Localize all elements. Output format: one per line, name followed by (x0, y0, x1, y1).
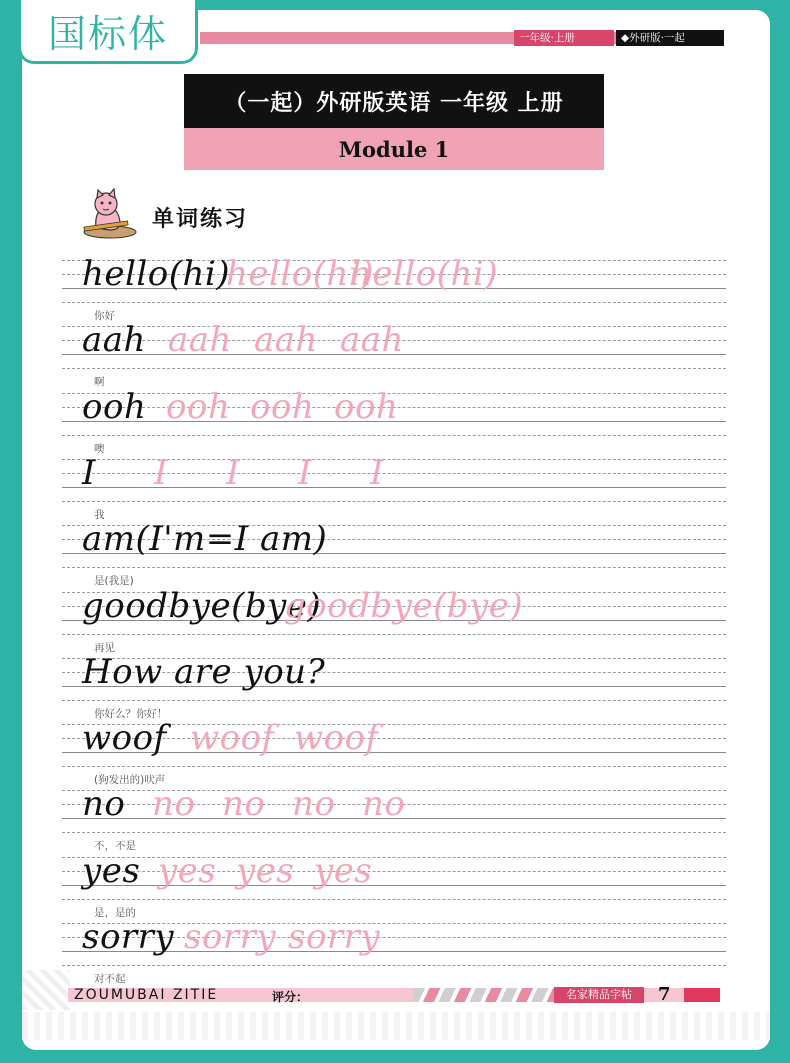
font-style-badge (18, 0, 198, 64)
practice-row (62, 651, 726, 722)
word-meaning: 噢 (94, 442, 105, 455)
trace-word[interactable]: yes (236, 850, 295, 891)
model-word: hello(hi) (82, 254, 231, 294)
trace-word[interactable]: aah (254, 320, 318, 361)
trace-word[interactable]: ooh (334, 386, 399, 427)
word-meaning: 不，不是 (94, 840, 136, 853)
practice-row (62, 585, 726, 656)
practice-row (62, 784, 726, 854)
guide-line (62, 368, 726, 369)
trace-word[interactable]: woof (190, 718, 275, 759)
trace-word[interactable]: I (226, 452, 240, 493)
model-word: aah (82, 320, 146, 361)
trace-word[interactable]: I (298, 452, 312, 493)
guide-line (62, 965, 726, 966)
guide-line (62, 899, 726, 900)
practice-row (62, 452, 726, 523)
practice-row (62, 254, 726, 324)
guide-line (62, 832, 726, 833)
word-meaning: 你好 (94, 310, 115, 322)
trace-word[interactable]: sorry (288, 917, 381, 957)
trace-word[interactable]: hello(hi) (226, 254, 375, 294)
word-meaning: 我 (94, 508, 105, 521)
footer-stripes (414, 988, 564, 1002)
practice-row (62, 718, 726, 788)
trace-word[interactable]: sorry (184, 917, 277, 957)
practice-row (62, 386, 726, 457)
grade-tag: 一年级·上册 (514, 30, 614, 46)
practice-row (62, 320, 726, 390)
book-title: （一起）外研版英语 一年级 上册 (184, 74, 604, 128)
trace-word[interactable]: yes (158, 850, 217, 891)
model-word: How are you? (82, 651, 326, 692)
trace-word[interactable]: no (362, 784, 406, 825)
word-meaning: 对不起 (94, 973, 126, 985)
trace-word[interactable]: aah (168, 320, 232, 361)
trace-word[interactable]: no (152, 784, 196, 825)
word-meaning: 是，是的 (94, 906, 136, 919)
word-meaning: 啊 (94, 376, 105, 389)
page-footer (22, 984, 770, 1010)
word-meaning: (狗发出的)吠声 (94, 774, 166, 787)
trace-word[interactable]: goodbye(bye) (284, 585, 524, 626)
trace-word[interactable]: I (154, 452, 168, 493)
trace-word[interactable]: no (292, 784, 336, 825)
guide-line (62, 501, 726, 502)
model-word: sorry (82, 917, 175, 957)
model-word: ooh (82, 386, 147, 427)
model-word: no (82, 784, 126, 825)
practice-row (62, 519, 726, 589)
module-title: Module 1 (184, 128, 604, 170)
score-label: 评分： (272, 990, 309, 1004)
model-word: yes (82, 850, 141, 891)
trace-word[interactable]: hello(hi) (350, 254, 499, 294)
practice-row (62, 850, 726, 921)
footer-red-block (684, 988, 720, 1002)
word-meaning: 你好么？你好！ (94, 707, 168, 720)
badge-label: 国标体 (47, 12, 168, 56)
guide-line (62, 435, 726, 436)
model-word: woof (82, 718, 167, 759)
model-word: goodbye(bye) (82, 585, 322, 626)
cat-icon (76, 188, 138, 240)
footer-brand: ZOUMUBAI ZITIE (74, 987, 219, 1003)
guide-line (62, 700, 726, 701)
trace-word[interactable]: yes (314, 850, 373, 891)
edition-tag: ◆外研版·一起 (616, 30, 724, 46)
trace-word[interactable]: ooh (250, 386, 315, 427)
word-meaning: 是(我是) (94, 575, 134, 588)
trace-word[interactable]: no (222, 784, 266, 825)
trace-word[interactable]: ooh (166, 386, 231, 427)
guide-line (62, 634, 726, 635)
trace-word[interactable]: I (370, 452, 384, 493)
section-title: 单词练习 (152, 206, 249, 232)
series-tag: 名家精品字帖 (554, 987, 644, 1003)
model-word: am(I'm=I am) (82, 519, 328, 560)
bottom-pattern (22, 1012, 770, 1040)
guide-line (62, 302, 726, 303)
page-number: 7 (658, 984, 671, 1005)
trace-word[interactable]: aah (340, 320, 404, 361)
word-meaning: 再见 (94, 641, 115, 654)
model-word: I (82, 452, 96, 493)
trace-word[interactable]: woof (294, 718, 379, 759)
guide-line (62, 567, 726, 568)
practice-row (62, 917, 726, 987)
guide-line (62, 766, 726, 767)
